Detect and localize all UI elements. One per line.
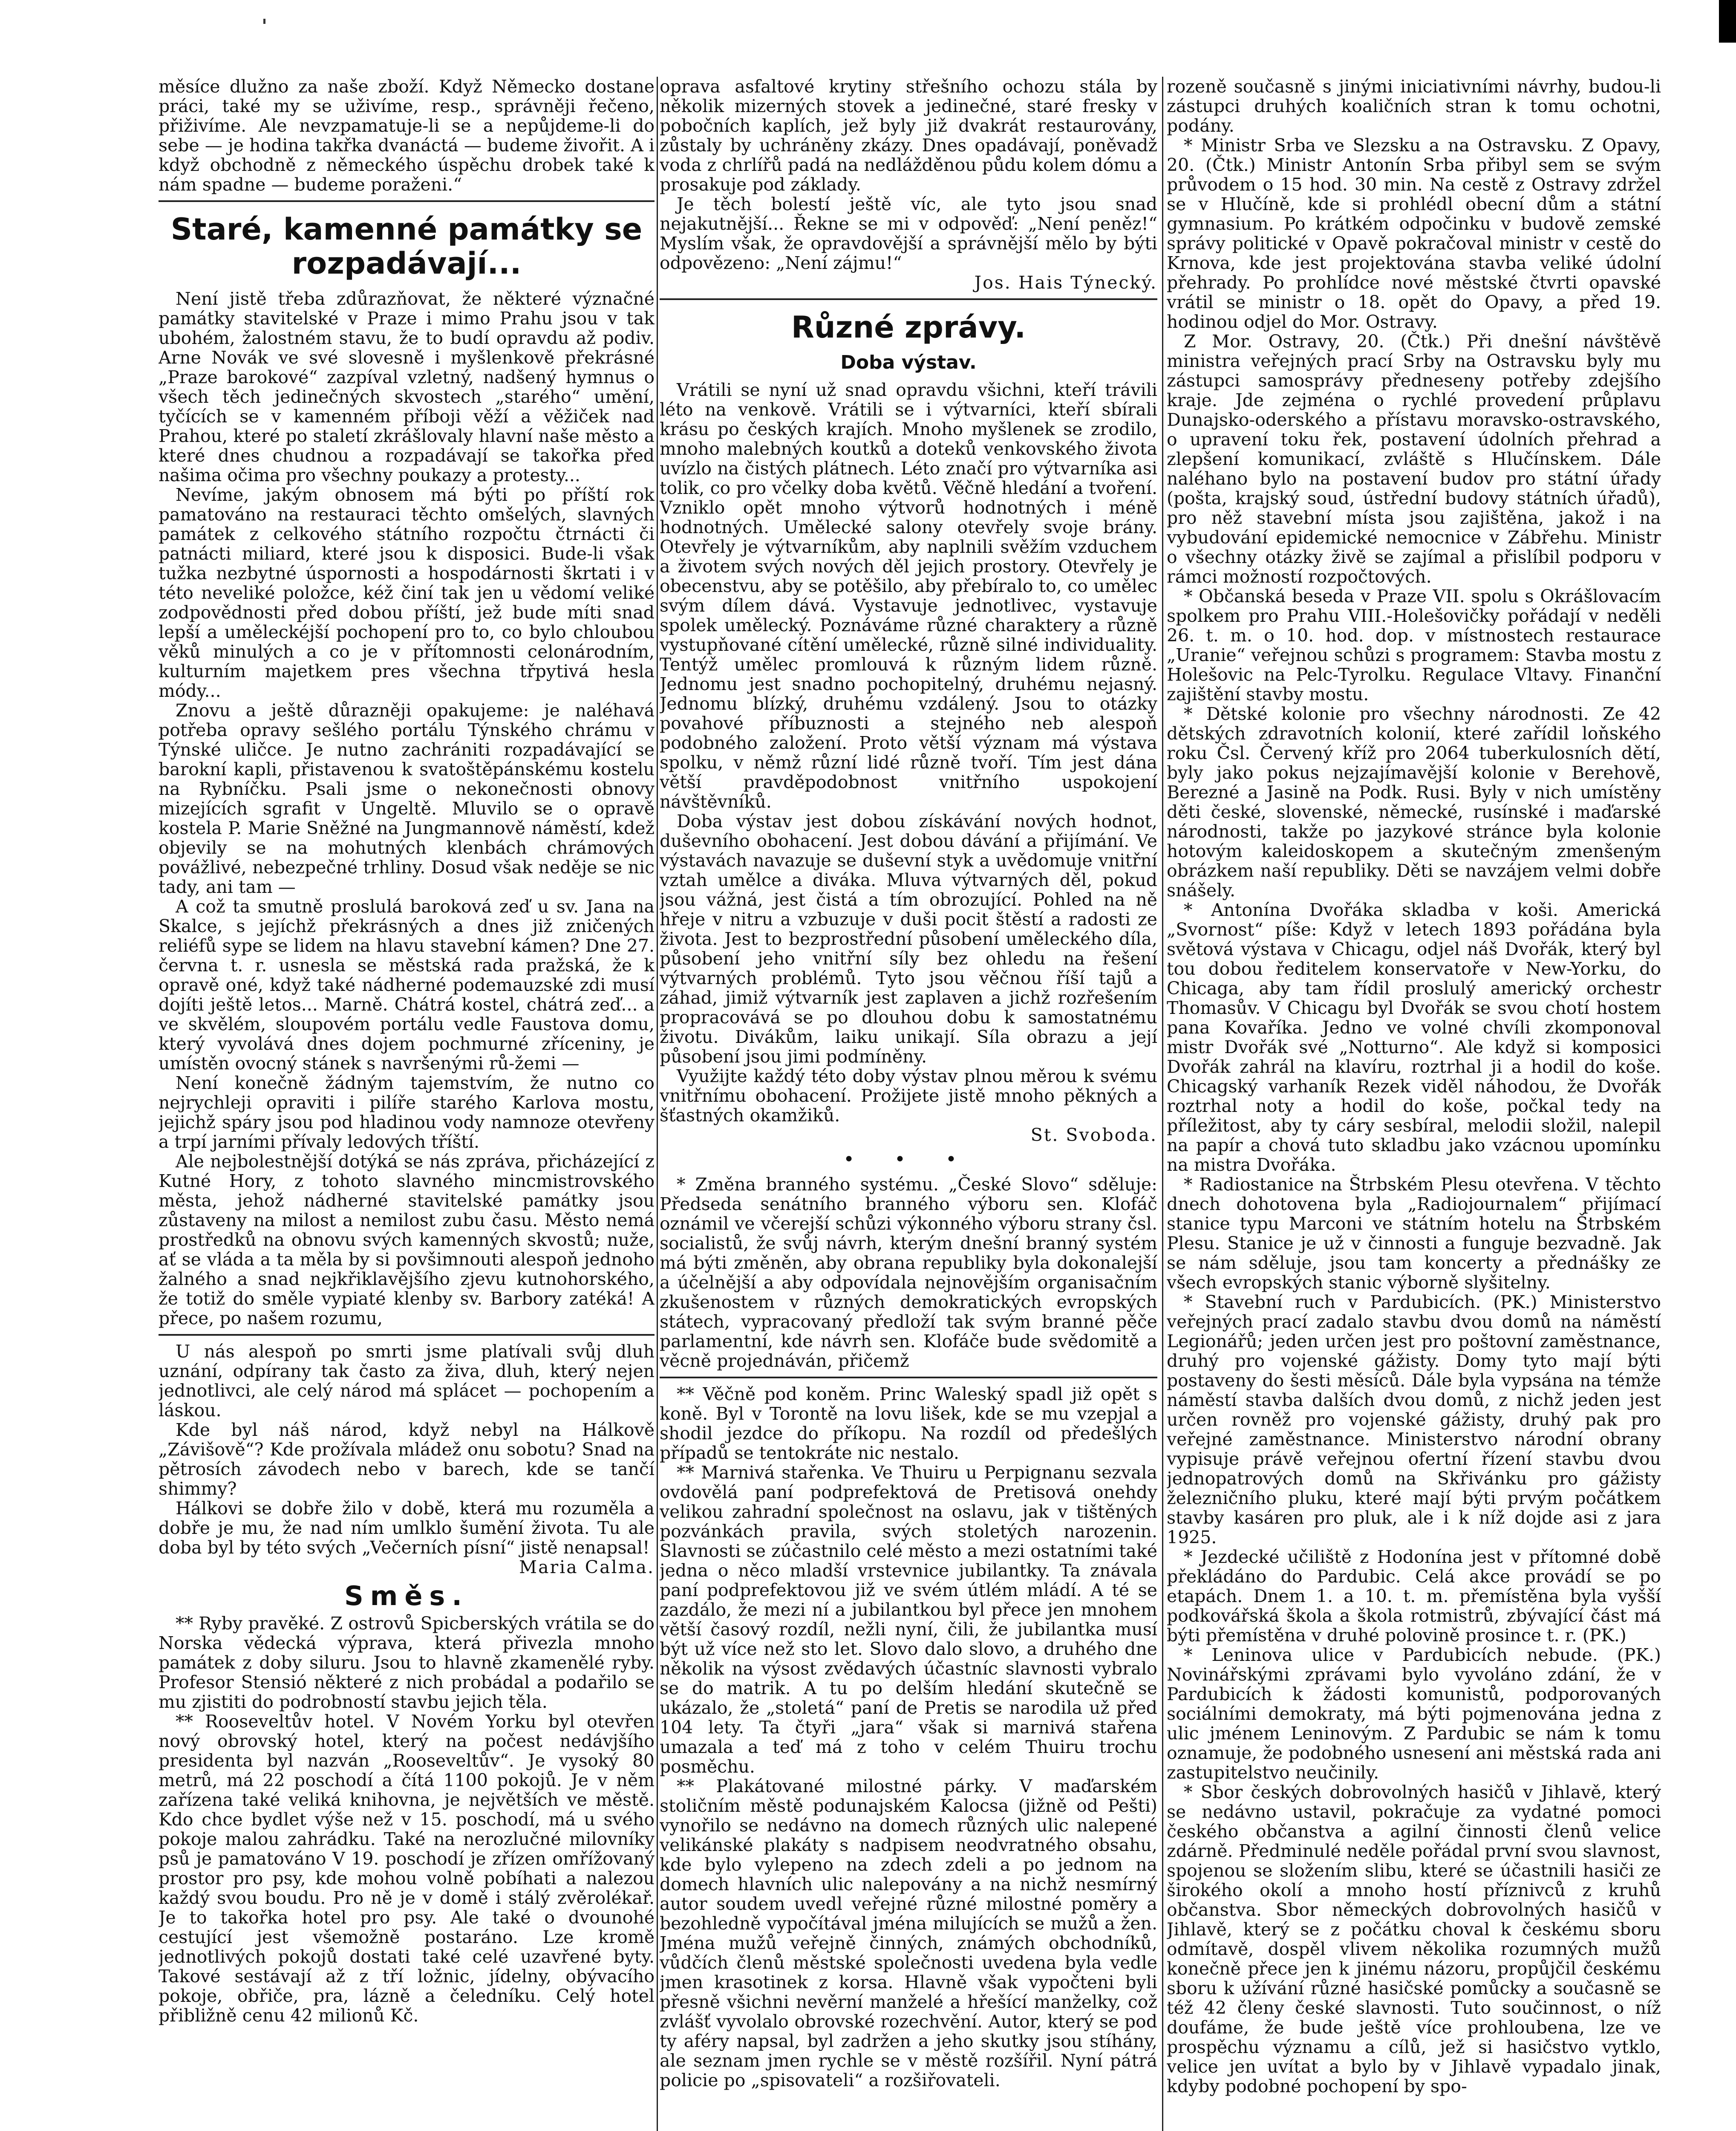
separator-rule — [159, 1334, 655, 1336]
news-item: ** Rooseveltův hotel. V Novém Yorku byl otevřen nový obrovský hotel, který na počest nedávjšího presidenta byl nazván „Rooseveltův“. Je vysoký 80 metrů, má 22 poschodí a čítá 1100 pokojů. Je v něm zařízena také veliká knihovna, je největších ve městě. Kdo chce bydlet výše než v 15. poschodí, má u svého pokoje malou zahrádku. Také na nerozlučné milovníky psů je pamatováno V 19. poschodí je zřízen omřížovaný prostor pro psy, kde mohou volně pobíhati a nalezou každý svou boudu. Pro ně je v domě i stálý zvěrolékař. Je to takořka hotel pro psy. Ale také o dvounohé cestující jest všemožně postaráno. Lze kromě jednotlivých pokojů dostati také celé uzavřené byty. Takové sestávají až z tří ložnic, jídelny, obývacího pokoje, obřiče, pra, lázně a čeledníku. Celý hotel přibližně cenu 42 milionů Kč. — [159, 1711, 655, 2026]
scan-edge — [1719, 0, 1736, 43]
article-paragraph: Doba výstav jest dobou získávání nových hodnot, duševního obohacení. Jest dobou dávání a přijímání. Ve výstavách navazuje se duševní styk a uvědomuje vnitřní vztah umělce a diváka. Mluva výtvarných děl, pokud jsou vážná, jest čistá a tím obrozující. Pohled na ně hřeje v nitru a vzbuzuje v duši pocit štěstí a radosti ze života. Jest to bezprostřední působení uměleckého díla, působení jeho vnitřní síly bez ohledu na řešení výtvarných problémů. Tyto jsou věčnou říší tajů a záhad, jimiž výtvarník jest zaplaven a jichž rozřešením propracovává se po dlouhou dobu k samostatnému životu. Divákům, laiku unikají. Síla obrazu a její působení jsou jimi podmíněny. — [660, 811, 1157, 1067]
column-rule-1 — [657, 77, 658, 2131]
news-item: * Ministr Srba ve Slezsku a na Ostravsku. Z Opavy, 20. (Čtk.) Ministr Antonín Srba přibyl sem se svým průvodem o 15 hod. 30 min. Na cestě z Ostravy zdržel se v Hlučíně, kde si prohlédl obecní dům a státní gymnasium. Po krátkém odpočinku v budově zemské správy politické v Opavě pokračoval ministr v cestě do Krnova, kde jest projektována stavba veliké údolní přehrady. Po prohlídce nové městské čtvrti opavské vrátil se ministr o 18. opět do Opavy, a před 19. hodinou odjel do Mor. Ostravy. — [1167, 135, 1661, 332]
author-signature: Jos. Hais Týnecký. — [974, 272, 1157, 293]
news-item: ** Věčně pod koněm. Princ Waleský spadl již opět s koně. Byl v Torontě na lovu lišek, kde se mu vzepjal a shodil jezdce do příkopu. Na rozdíl od předešlých případů se tentokráte nic nestalo. — [660, 1384, 1157, 1463]
article-paragraph: Není konečně žádným tajemstvím, že nutno co nejrychleji opraviti i pilíře starého Karlova mostu, jejichž spáry jsou pod hladinou vody namnoze otevřeny a trpí jarními přívaly ledových tříští. — [159, 1073, 655, 1152]
section-heading-smes: Směs. — [344, 1580, 469, 1611]
news-item: * Sbor českých dobrovolných hasičů v Jihlavě, který se nedávno ustavil, pokračuje za vydatné pomoci českého občanstva a agilní činnosti členů velice zdárně. Předminulé neděle pořádal první svou slavnost, spojenou se složením slibu, které se účastnili hasiči ze širokého okolí a mnoho hostí příznivců z kruhů občanstva. Sbor německých dobrovolných hasičů v Jihlavě, který se z počátku choval k českému sboru odmítavě, dospěl vlivem několika rozumných mužů konečně přece jen k jinému názoru, propůjčil českému sboru k užívání různé hasičské pomůcky a současně se též 42 členy české slavnosti. Tuto součinnost, o níž doufáme, že bude ještě více prohloubena, lze ve prospěchu významu a cílů, jež si hasičstvo vytklo, velice jen uvítat a bylo by v Jihlavě vypadalo jinak, kdyby podobné pochopení by spo- — [1167, 1782, 1661, 2096]
section-headline: Různé zprávy. — [791, 310, 1026, 345]
article-paragraph: A což ta smutně proslulá baroková zeď u sv. Jana na Skalce, s jejíchž překrásných a dnes již zničených reliéfů sype se lidem na hlavu stavební kámen? Dne 27. června t. r. usnesla se městská rada pražská, že k opravě oné, když také nádherné podemauzské zdi musí dojíti ještě letos... Marně. Chátrá kostel, chátrá zeď... a ve skvělém, sloupovém portálu vedle Faustova domu, který vyvolává dnes dojem pochmurné zříceniny, je umístěn ovocný stánek s navršenými rů-žemi — — [159, 896, 655, 1074]
separator-rule — [660, 298, 1157, 300]
news-item: ** Marnivá stařenka. Ve Thuiru u Perpignanu sezvala ovdovělá paní podprefektová de Pretisová onehdy velikou zahradní společnost na oslavu, jak v tištěných pozvánkách pravila, svých stoletých narozenin. Slavnosti se zúčastnilo celé město a mezi ostatními také jedna o něco mladší vrstevnice jubilantky. Ta znávala paní podprefektovou již ve svém útlém mládí. A té se zazdálo, že mezi ní a jubilantkou byl přece jen mnohem větší časový rozdíl, nežli nyní, čili, že jubilantka musí být už více než sto let. Slovo dalo slovo, a druhého dne několik na výsost zvědavých účastníc slavnosti vybralo se do matrik. A tu po delším hledání skutečně se ukázalo, že „stoletá“ paní de Pretis se narodila už před 104 lety. Ta čtyři „jara“ však si marnivá stařena umazala a teď má z toho v celém Thuiru trochu posměchu. — [660, 1462, 1157, 1777]
article-paragraph: Je těch bolestí ještě víc, ale tyto jsou snad nejakutnější... Řekne se mi v odpověď: „Není peněz!“ Myslím však, že opravdovější a správnější mělo by býti odpovězeno: „Není zájmu!“ — [660, 194, 1157, 273]
separator-rule — [159, 200, 655, 202]
article-subheadline: Doba výstav. — [840, 352, 977, 373]
article-paragraph: Hálkovi se dobře žilo v době, která mu rozuměla a dobře je mu, že nad ním umlklo šumění života. Tu ale doba byl by této svých „Večerních písní“ jistě nenapsal! — [159, 1498, 655, 1558]
news-item: * Radiostanice na Štrbském Plesu otevřena. V těchto dnech dohotovena byla „Radiojournalem“ přijímací stanice typu Marconi ve státním hotelu na Štrbském Plesu. Stanice je už v činnosti a funguje bezvadně. Jak se nám sděluje, jsou tam koncerty a přednášky ze všech evropských stanic výborně slyšitelny. — [1167, 1174, 1661, 1293]
column-3 — [1167, 77, 1661, 2131]
news-item: * Stavební ruch v Pardubicích. (PK.) Ministerstvo veřejných prací zadalo stavbu dvou domů na náměstí Legionářů; jeden určen jest pro poštovní zaměstnance, druhý pro vojenské gážisty. Domy tyto mají býti postaveny do šesti měsíců. Dále byla vypsána na témže náměstí stavba dalších dvou domů, z nichž jeden jest určen rovněž pro vojenské gážisty, druhý pak pro veřejné zaměstnance. Ministerstvo národní obrany vypisuje právě veřejnou ofertní řízení stavbu dvou jednopatrových domů na Skřivánku pro gážisty železničního pluku, které mají býti prvým počátkem stavby kasáren pro pluk, ale i k níž dojde asi z jara 1925. — [1167, 1292, 1661, 1548]
column-rule-2 — [1162, 77, 1163, 2131]
article-paragraph: Využijte každý této doby výstav plnou měrou k svému vnitřnímu obohacení. Prožijete jistě mnoho pěkných a šťastných okamžiků. — [660, 1066, 1157, 1126]
news-item: * Jezdecké učiliště z Hodonína jest v přítomné době překládáno do Pardubic. Celá akce provádí se po etapách. Dnem 1. a 10. t. m. přemístěna byla vyšší podkovářská škola a škola rotmistrů, zbývající část má býti přemístěna v druhé polovině prosince t. r. (PK.) — [1167, 1547, 1661, 1646]
news-item: * Změna branného systému. „České Slovo“ sděluje: Předseda senátního branného výboru sen. Klofáč oznámil ve včerejší schůzi výkonného výboru strany čsl. socialistů, že svůj návrh, kterým dnešní branný systém má býti změněn, aby obrana republiky byla dokonalejší a účelnější a aby odpovídala nejnovějším organisačním zkušenostem v různých demokratických evropských státech, vypracovaný předloží tak svým branné pěče parlamentní, kde návrh sen. Klofáče bude svědomitě a věcně projednáván, přičemž — [660, 1174, 1157, 1371]
article-paragraph: Kde byl náš národ, když nebyl na Hálkově „Závišově“? Kde prožívala mládež onu sobotu? Snad na pětrosích závodech nebo v barech, kde se tančí shimmy? — [159, 1420, 655, 1499]
article-paragraph: Znovu a ještě důrazněji opakujeme: je naléhavá potřeba opravy sešlého portálu Týnského chrámu v Týnské uličce. Je nutno zachrániti rozpadávající se barokní kapli, přistavenou k svatoštěpánskému kostelu na Rybníčku. Psali jsme o nekonečnosti obnovy mizejících sgrafit v Ungeltě. Mluvilo se o opravě kostela P. Marie Sněžné na Jungmannově náměstí, kdež objevily se na mohutných klenbách chrámových povážlivé, nebezpečné trhliny. Dosud však neděje se nic tady, ani tam — — [159, 700, 655, 897]
separator-rule — [660, 1377, 1157, 1378]
news-item: rozeně současně s jinými iniciativními návrhy, budou-li zástupci druhých koaličních stran k tomu ochotni, podány. — [1167, 77, 1661, 136]
column-2 — [660, 77, 1157, 2131]
news-item: * Občanská beseda v Praze VII. spolu s Okrášlovacím spolkem pro Prahu VIII.-Holešovičky pořádají v neděli 26. t. m. o 10. hod. dop. v místnostech restaurace „Uranie“ veřejnou schůzi s programem: Stavba mostu z Holešovic na Pelc-Tyrolku. Regulace Vltavy. Finanční zajištění stavby mostu. — [1167, 586, 1661, 705]
author-signature: St. Svoboda. — [1030, 1125, 1157, 1145]
news-item: * Leninova ulice v Pardubicích nebude. (PK.) Novinářskými zprávami bylo vyvoláno zdání, že v Pardubicích k žádosti komunistů, podporovaných sociálními demokraty, má býti pojmenována jedna z ulic jménem Leninovým. Z Pardubic se nám k tomu oznamuje, že podobného usnesení ani městská rada ani zastupitelstvo neučinily. — [1167, 1645, 1661, 1783]
news-item: ** Ryby pravěké. Z ostrovů Spicberských vrátila se do Norska vědecká výprava, která přivezla mnoho památek z doby siluru. Jsou to hlavně zkamenělé ryby. Profesor Stensió některé z nich probádal a podařilo se mu zjistiti do podrobností stavbu jejich těla. — [159, 1613, 655, 1712]
column-1 — [159, 77, 655, 2131]
article-headline: Staré, kamenné památky se rozpadávají... — [170, 212, 643, 281]
section-divider-dots: • • • — [843, 1149, 974, 1170]
article-paragraph: Není jistě třeba zdůrazňovat, že některé význačné památky stavitelské v Praze i mimo Prahu jsou v tak ubohém, žalostném stavu, že to budí opravdu až podiv. Arne Novák ve své slovesně i myšlenkově překrásné „Praze barokové“ zazpíval vzletný, nadšený hymnus o všech těch jedinečných skvostech „starého“ umění, tyčících se v kamenném příboji věží a věžiček nad Prahou, které po staletí zkrášlovaly hlavní naše město a které dnes chudnou a rozpadávají se takořka před našima očima pro všechny poukazy a protesty... — [159, 289, 655, 485]
news-item: * Antonína Dvořáka skladba v koši. Americká „Svornost“ píše: Když v letech 1893 pořádána byla světová výstava v Chicagu, odjel náš Dvořák, který byl tou dobou ředitelem konservatoře v New-Yorku, do Chicaga, aby tam řídil proslulý americký orchestr Thomasův. V Chicagu byl Dvořák se svou chotí hostem pana Kovaříka. Jedno ve volné chvíli zkomponoval mistr Dvořák své „Notturno“. Ale když si komposici Dvořák zahrál na klavíru, roztrhal ji a hodil do koše. Chicagský varhaník Rezek viděl náhodou, že Dvořák roztrhal noty a hodil do koše, počkal tedy na příležitost, aby ty cáry sesbíral, melodii složil, nalepil na papír a chová tuto skladbu jako vzácnou upomínku na mistra Dvořáka. — [1167, 900, 1661, 1175]
news-item: Z Mor. Ostravy, 20. (Čtk.) Při dnešní návštěvě ministra veřejných prací Srby na Ostravsku byly mu zástupci samosprávy předneseny potřeby zdejšího kraje. Jde zejména o rychlé provedení průplavu Dunajsko-oderského a přístavu moravsko-ostravského, o upravení toku řek, postavení údolních přehrad a zlepšení komunikací, zvláště s Hlučínskem. Dále naléhano bylo na postavení budov pro státní úřady (pošta, krajský soud, ústřední budovy státních úřadů), pro něž stavební místa jsou zajištěna, jakož i na vybudování epidemické nemocnice v Zábřehu. Ministr o všechny otázky živě se zajímal a přislíbil podporu v rámci možností rozpočtových. — [1167, 331, 1661, 587]
article-paragraph: U nás alespoň po smrti jsme platívali svůj dluh uznání, odpírany tak často za živa, dluh, který nejen jednotlivci, ale celý národ má splácet — pochopením a láskou. — [159, 1341, 655, 1421]
author-signature: Maria Calma. — [519, 1557, 655, 1577]
news-item: ** Plakátované milostné párky. V maďarském stoličním městě podunajském Kalocsa (jižně od Pešti) vynořilo se nedávno na domech různých ulic nalepené velikánské plakáty s nadpisem neodvratného obsahu, kde bylo vylepeno na zdech zdeli a po jednom na domech hlavních ulic nalepovány a na nichž nesmírný autor soudem uvedl veřejné různé milostné poměry a bezohledně vypočítával jména milujících se mužů a žen. Jména mužů veřejně činných, známých obchodníků, vůdčích členů městské společnosti uvedena byla vedle jmen krasotinek z korsa. Hlavně však vypočteni byli přesně všichni nevěrní manželé a hřešící manželky, což zvlášť vyvolalo obrovské rozechvění. Autor, který se pod ty aféry napsal, byl zadržen a jeho skutky jsou stíhány, ale seznam jmen rychle se v městě rozšířil. Nyní pátrá policie po „spisovateli“ a rozšiřovateli. — [660, 1776, 1157, 2091]
article-paragraph: oprava asfaltové krytiny střešního ochozu stála by několik mizerných stovek a jedinečné, staré fresky v pobočních kaplích, jež byly již dvakrát restaurovány, zůstaly by uchráněny zkázy. Dnes opadávají, poněvadž voda z chrlířů padá na nedlážděnou půdu kolem dómu a prosakuje pod základy. — [660, 77, 1157, 195]
article-paragraph: Ale nejbolestnější dotýká se nás zpráva, přicházející z Kutné Hory, z tohoto slavného mincmistrovského města, jehož nádherné stavitelské památky jsou zůstaveny na milost a nemilost zubu času. Město nemá prostředků na obnovu svých kamenných skvostů; nuže, ať se vláda a ta měla by si povšimnouti alespoň jednoho žalného a snad nejkřiklavějšího zjevu kutnohorského, že totiž do směle vypiaté klenby sv. Barbory zatéká! A přece, po našem rozumu, — [159, 1151, 655, 1328]
article-paragraph: Nevíme, jakým obnosem má býti po příští rok pamatováno na restauraci těchto omšelých, slavných památek z celkového státního rozpočtu čtrnácti či patnácti miliard, které jsou k disposici. Bude-li však tužka nezbytné úspornosti a hospodárnosti škrtati i v této neveliké položce, kéž činí tak jen u vědomí veliké zodpovědnosti před dobou příští, jež bude míti snad lepší a uměleckéjší pochopení pro to, co bylo chloubou věků minulých a co je v přítomnosti celonárodním, kulturním majetkem pres všechna třpytivá hesla módy... — [159, 485, 655, 701]
article-paragraph: Vrátili se nyní už snad opravdu všichni, kteří trávili léto na venkově. Vrátili se i výtvarníci, kteří sbírali krásu po českých krajích. Mnoho myšlenek se zrodilo, mnoho malebných koutků a doteků venkovského života uvízlo na čistých plátnech. Léto značí pro výtvarníka asi tolik, co pro včelky doba květů. Věčně hledání a tvoření. Vzniklo opět mnoho výtvorů hodnotných i méně hodnotných. Umělecké salony otevřely svoje brány. Otevřely je výtvarníkům, aby naplnili svěžím vzduchem a životem svých nových děl jejich prostory. Otevřely je obecenstvu, aby se potěšilo, aby přebíralo to, co umělec svým dílem dává. Vystavuje jednotlivec, vystavuje spolek umělecký. Poznáváme různé charaktery a různě vystupňované cítění umělecké, různě silné individuality. Tentýž umělec promlouvá k různým lidem různě. Jednomu jest snadno pochopitelný, druhému nejasný. Jednomu blízký, druhému vzdálený. Jsou to otázky povahové příbuznosti a stejného neb alespoň podobného založení. Proto větší význam má výstava spolku, v němž různí lidé různě tvoří. Tím jest dána větší pravděpodobnost vnitřního uspokojení návštěvníků. — [660, 380, 1157, 812]
news-item: * Dětské kolonie pro všechny národnosti. Ze 42 dětských zdravotních kolonií, které zařídil loňského roku Čsl. Červený kříž pro 2064 tuberkulosních dětí, byly jako pokus nejzajímavější kolonie v Berehově, Berezné a Jasině na Podk. Rusi. Byly v nich umístěny děti české, slovenské, německé, rusínské i maďarské národnosti, takže po jazykové stránce byla kolonie hotovým kaleidoskopem a skutečným zmenšeným obrázkem naší republiky. Děti se navzájem velmi dobře snášely. — [1167, 704, 1661, 901]
page-mark — [263, 19, 265, 24]
article-ending-paragraph: měsíce dlužno za naše zboží. Když Německo dostane práci, také my se uživíme, resp., správněji řečeno, přiživíme. Ale nevzpamatuje-li se a nepůjdeme-li do sebe — je hodina takřka dvanáctá — budeme živořit. A i když obchodně z německého úspěchu drobek také k nám spadne — budeme poraženi.“ — [159, 77, 655, 195]
